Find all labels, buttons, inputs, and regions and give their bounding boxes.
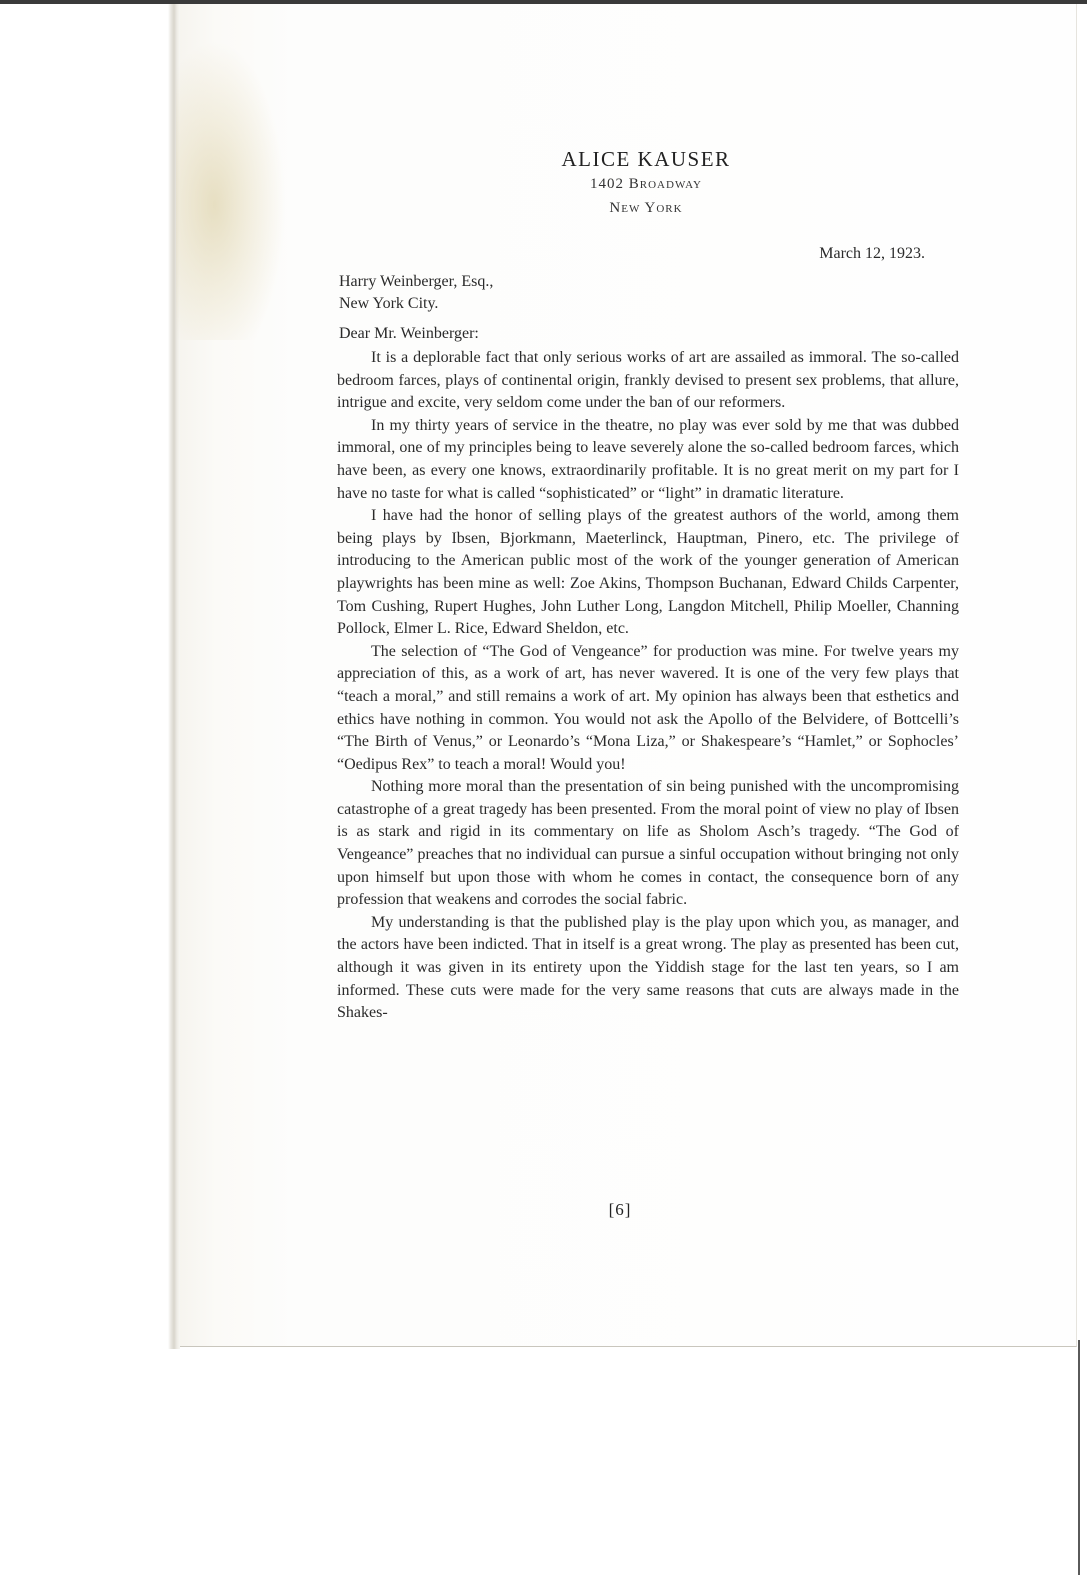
scan-right-edge — [1078, 1340, 1080, 1575]
body-paragraph: I have had the honor of selling plays of the greatest authors of the world, among them being plays by Ibsen, Bjorkmann, Maeterlinck, Hauptman, Pinero, etc. The privilege of introducing to the American public most of the work of the younger generation of American playwrights has been mine as well: Zoe Akins, Thompson Buchanan, Edward Childs Carpenter, Tom Cushing, Rupert Hughes, John Luther Long, Langdon Mitchell, Philip Moeller, Channing Pollock, Elmer L. Rice, Edward Sheldon, etc. — [337, 507, 959, 638]
letterhead-street: 1402 Broadway — [590, 176, 702, 192]
addressee-block — [339, 271, 493, 315]
addressee-name: Harry Weinberger, Esq., — [339, 273, 494, 290]
letter-body — [337, 347, 959, 1025]
addressee-city: New York City. — [339, 295, 439, 312]
body-paragraph: It is a deplorable fact that only serious works of art are assailed as immoral. The so-called bedroom farces, plays of continental origin, frankly devised to present sex problems, that allure, intrigue and excite, very seldom come under the ban of our reformers. — [337, 349, 959, 412]
body-paragraph: The selection of “The God of Vengeance” for production was mine. For twelve years my appreciation of this, as a work of art, has never wavered. It is one of the very few plays that “teach a moral,” and still remains a work of art. My opinion has always been that esthetics and ethics have nothing in common. You would not ask the Apollo of the Belvidere, of Bottcelli’s “The Birth of Venus,” or Leonardo’s “Mona Liza,” or Shakespeare’s “Hamlet,” or Sophocles’ “Oedipus Rex” to teach a moral! Would you! — [337, 642, 959, 773]
body-paragraph: Nothing more moral than the presentation of sin being punished with the uncompromising catastrophe of a great tragedy has been presented. From the moral point of view no play of Ibsen is as stark and rigid in its commentary on life as Sholom Asch’s tragedy. “The God of Vengeance” preaches that no individual can pursue a sinful occupation without bringing not only upon himself but upon those with whom he comes in contact, the consequence born of any profession that weakens and corrodes the social fabric. — [337, 778, 959, 909]
letterhead-city: New York — [609, 200, 683, 216]
letterhead-name: ALICE KAUSER — [561, 147, 731, 171]
page-number: [6] — [608, 1200, 632, 1219]
letter-date: March 12, 1923. — [819, 245, 925, 262]
letterhead — [460, 146, 832, 220]
body-paragraph: In my thirty years of service in the theatre, no play was ever sold by me that was dubbed immoral, one of my principles being to leave severely alone the so-called bedroom farces, which have been, as every one knows, extraordinarily profitable. It is no great merit on my part for I have no taste for what is called “sophisticated” or “light” in dramatic literature. — [337, 416, 959, 502]
salutation: Dear Mr. Weinberger: — [339, 325, 479, 342]
body-paragraph: My understanding is that the published play is the play upon which you, as manager, and the actors have been indicted. That in itself is a great wrong. The play as presented has been cut, although it was given in its entirety upon the Yiddish stage for the last ten years, so I am informed. These cuts were made for the very same reasons that cuts are always made in the Shakes- — [337, 913, 959, 1022]
binding-spine — [168, 4, 180, 1349]
